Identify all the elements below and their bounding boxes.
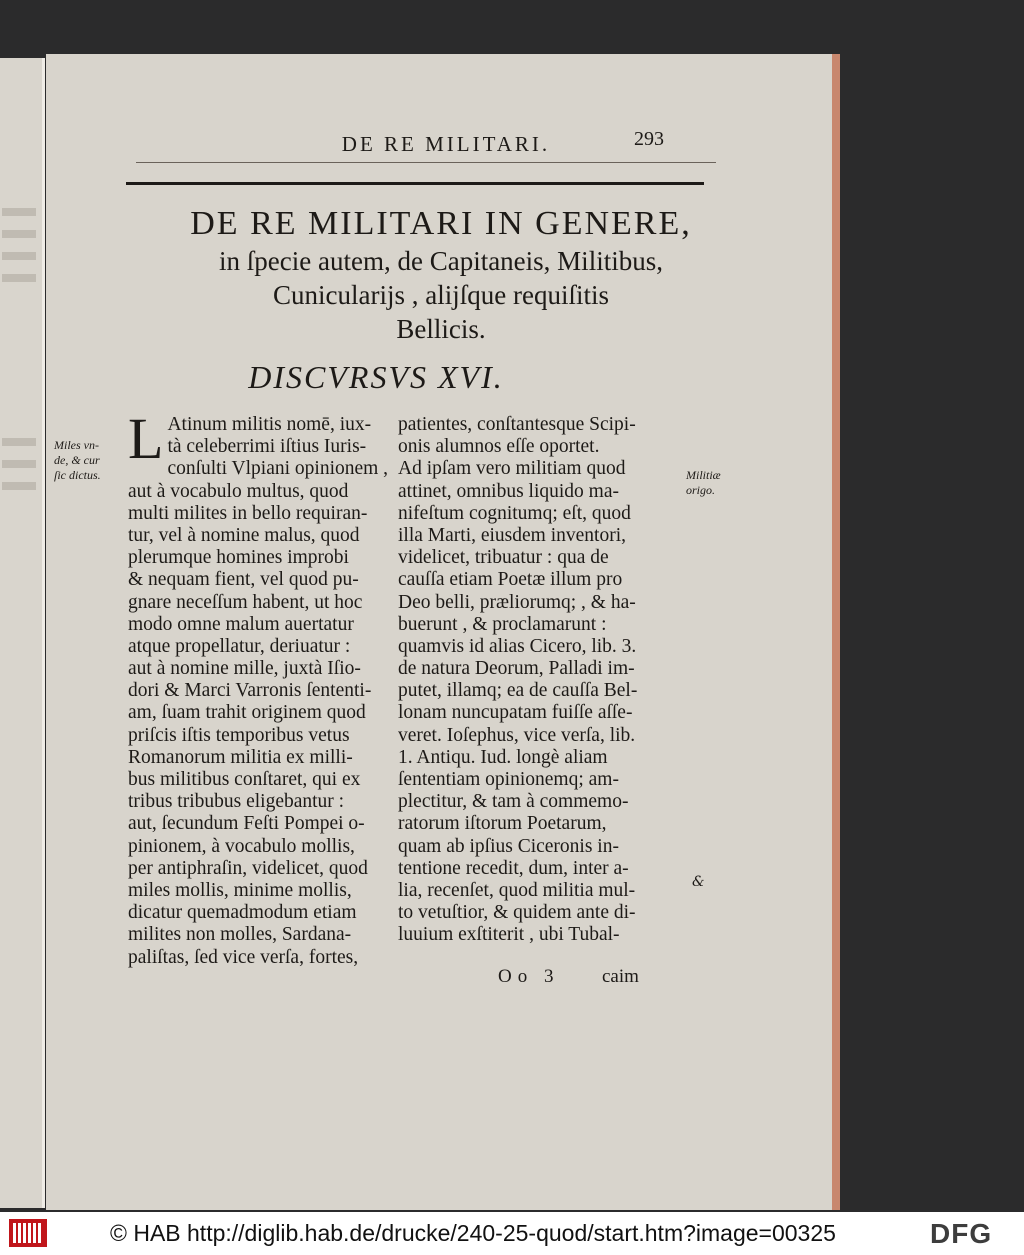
text-line: milites non molles, Sardana-: [128, 924, 352, 946]
section-heading: DISCVRSVS XVI.: [248, 359, 504, 395]
book-page: [46, 54, 832, 1210]
margin-note-line: origo.: [686, 483, 716, 497]
text-line: aut, ſecundum Feſti Pompei o-: [128, 813, 365, 835]
text-line: Romanorum militia ex milli-: [128, 746, 353, 768]
text-line: tribus tribubus eligebantur :: [128, 791, 345, 813]
running-head: DE RE MILITARI.: [341, 132, 551, 156]
text-line: nifeſtum cognitumq; eſt, quod: [398, 502, 631, 524]
text-line: patientes, conſtantesque Scipi-: [398, 414, 636, 435]
text-line: tà celeberrimi iſtius Iuris-: [167, 436, 367, 458]
text-line: videlicet, tribuatur : qua de: [398, 547, 609, 569]
text-line: dori & Marci Varronis ſententi-: [128, 680, 372, 702]
text-line: ſententiam opinionemq; am-: [398, 769, 619, 790]
text-line: paliſtas, ſed vice verſa, fortes,: [128, 946, 359, 968]
ghost-text: [2, 274, 36, 282]
ghost-text: [2, 230, 36, 238]
text-line: quam ab ipſius Ciceronis in-: [398, 835, 619, 857]
text-line: Ad ipſam vero militiam quod: [398, 458, 626, 480]
chapter-title: [106, 204, 776, 346]
text-line: putet, illamq; ea de cauſſa Bel-: [398, 680, 638, 702]
margin-note-line: Militiæ: [686, 468, 721, 482]
margin-note-left: [54, 438, 126, 483]
signature-mark: Oo 3: [498, 966, 560, 987]
text-line: & nequam fient, vel quod pu-: [128, 569, 359, 591]
text-line: priſcis iſtis temporibus vetus: [128, 724, 350, 746]
copyright-link[interactable]: © HAB http://diglib.hab.de/drucke/240-25-quod/start.htm?image=00325: [110, 1220, 836, 1246]
ghost-text: [2, 208, 36, 216]
text-column-right: [398, 414, 674, 947]
text-line: cauſſa etiam Poetæ illum pro: [398, 569, 623, 591]
text-line: miles mollis, minime mollis,: [128, 879, 352, 901]
text-line: per antiphraſin, videlicet, quod: [128, 857, 368, 879]
margin-note-line: de, & cur: [54, 453, 100, 467]
text-line: plectitur, & tam à commemo-: [398, 791, 629, 813]
ghost-text: [2, 460, 36, 468]
text-line: luuium exſtiterit , ubi Tubal-: [398, 924, 620, 946]
text-line: tentione recedit, dum, inter a-: [398, 857, 629, 879]
text-column-left: [128, 406, 428, 969]
page-number: 293: [634, 128, 664, 150]
title-line: Cuniculariјs , aliјſque requiſitis: [273, 280, 609, 310]
text-line: onis alumnos eſſe oportet.: [398, 436, 600, 458]
previous-page-edge: [0, 58, 45, 1208]
title-rule: [126, 182, 704, 185]
text-line: multi milites in bello requiran-: [128, 502, 368, 524]
text-line: lonam nuncupatam fuiſſe aſſe-: [398, 702, 633, 724]
text-line: Deo belli, præliorumq; , & ha-: [398, 591, 636, 613]
margin-note-line: Miles vn-: [54, 438, 99, 452]
drop-cap: L: [128, 406, 164, 471]
text-line: buerunt , & proclamarunt :: [398, 613, 607, 635]
text-line: dicatur quemadmodum etiam: [128, 902, 357, 924]
ghost-text: [2, 252, 36, 260]
text-line: de natura Deorum, Palladi im-: [398, 658, 635, 680]
header-rule: [136, 162, 716, 163]
text-line: am, ſuam trahit originem quod: [128, 702, 366, 724]
title-line: Bellicis.: [396, 314, 486, 344]
text-line: to vetuſtior, & quidem ante di-: [398, 902, 636, 924]
text-line: pinionem, à vocabulo mollis,: [128, 835, 355, 857]
text-line: aut à vocabulo multus, quod: [128, 480, 349, 502]
text-line: gnare neceſſum habent, ut hoc: [128, 591, 363, 613]
hab-logo-icon: [8, 1216, 48, 1250]
text-line: veret. Ioſephus, vice verſa, lib.: [398, 724, 636, 746]
text-line: Atinum militis nomē, iux-: [167, 414, 372, 435]
margin-note-line: ſic dictus.: [54, 468, 101, 482]
text-line: atque propellatur, deriuatur :: [128, 635, 351, 657]
text-line: quamvis id alias Cicero, lib. 3.: [398, 635, 637, 657]
ink-mark: &: [692, 874, 705, 890]
footer-bar: [0, 1212, 1024, 1255]
text-line: modo omne malum auertatur: [128, 613, 354, 635]
text-line: ratorum iſtorum Poetarum,: [398, 813, 607, 835]
text-line: plerumque homines improbi: [128, 547, 349, 569]
catchword: caim: [602, 966, 639, 987]
text-line: tur, vel à nomine malus, quod: [128, 524, 360, 546]
title-line: in ſpecie autem, de Capitaneis, Militibus,: [219, 246, 663, 276]
ghost-text: [2, 438, 36, 446]
title-line: DE RE MILITARI IN GENERE,: [190, 205, 692, 242]
text-line: lia, recenſet, quod militia mul-: [398, 879, 636, 901]
margin-note-right: [686, 468, 746, 498]
text-line: 1. Antiqu. Iud. longè aliam: [398, 746, 608, 768]
dfg-logo: DFG: [930, 1218, 993, 1249]
ghost-text: [2, 482, 36, 490]
text-line: bus militibus conſtaret, qui ex: [128, 769, 361, 790]
text-line: attinet, omnibus liquido ma-: [398, 480, 619, 502]
text-line: conſulti Vlpiani opinionem ,: [167, 458, 389, 480]
text-line: illa Marti, eiusdem inventori,: [398, 524, 626, 546]
text-line: aut à nomine mille, juxtà Iſio-: [128, 658, 361, 680]
